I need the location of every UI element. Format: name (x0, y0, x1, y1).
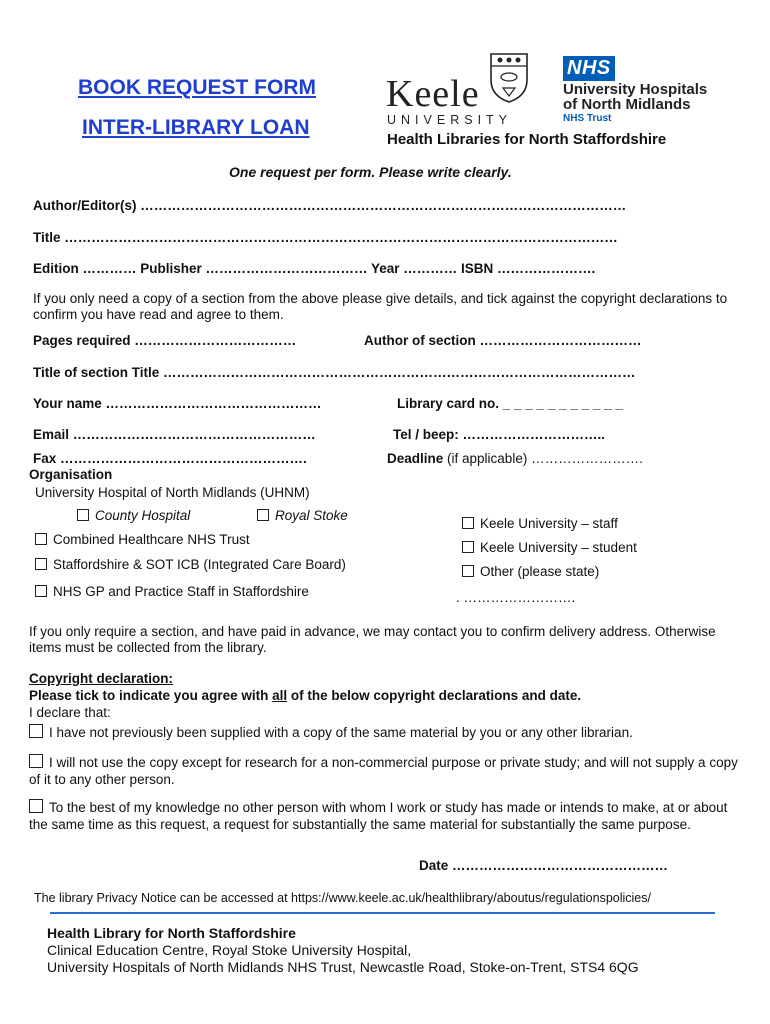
health-libraries-subtitle: Health Libraries for North Staffordshire (387, 131, 667, 148)
tel-field[interactable]: Tel / beep: ………………………….. (393, 427, 606, 442)
nhs-logo: NHS (563, 56, 615, 81)
keele-student-label: Keele University – student (480, 540, 637, 555)
gp-option[interactable] (35, 584, 309, 599)
nhs-trust-label: NHS Trust (563, 113, 612, 124)
declaration-1-text: I have not previously been supplied with a copy of the same material by you or any other librarian. (49, 725, 633, 740)
email-field[interactable]: Email ……………………………………………… (33, 427, 316, 442)
author-of-section-field[interactable]: Author of section ……………………………… (364, 333, 642, 348)
checkbox-icon[interactable] (35, 585, 47, 597)
copyright-instruction-pre: Please tick to indicate you agree with (29, 688, 273, 703)
checkbox-icon[interactable] (29, 754, 43, 768)
keele-student-option[interactable] (462, 540, 637, 555)
declare-label: I declare that: (29, 705, 111, 720)
copyright-heading: Copyright declaration: (29, 671, 174, 686)
instruction-text: One request per form. Please write clearly. (229, 164, 512, 180)
organisation-heading: Organisation (29, 467, 113, 482)
copyright-instruction-post: of the below copyright declarations and date. (287, 688, 582, 703)
other-option[interactable] (462, 564, 599, 579)
declaration-2[interactable] (29, 754, 739, 788)
keele-logo: Keele (386, 73, 480, 115)
checkbox-icon[interactable] (77, 509, 89, 521)
footer-address-line2: University Hospitals of North Midlands NHS Trust, Newcastle Road, Stoke-on-Trent, STS4 6QG (47, 959, 639, 975)
deadline-suffix: (if applicable) ……………………. (443, 451, 643, 466)
checkbox-icon[interactable] (29, 724, 43, 738)
other-label: Other (please state) (480, 564, 600, 579)
delivery-note: If you only require a section, and have paid in advance, we may contact you to confirm delivery address. Otherwise items must be collected from the library. (29, 624, 716, 655)
keele-staff-option[interactable] (462, 516, 618, 531)
checkbox-icon[interactable] (462, 565, 474, 577)
divider-line (50, 912, 715, 914)
fax-field[interactable]: Fax ………………………………………………. (33, 451, 307, 466)
deadline-field[interactable] (387, 451, 643, 466)
shield-crest-icon (487, 50, 531, 104)
keele-crest (487, 50, 531, 109)
other-state-field[interactable]: . ……………………. (456, 590, 576, 605)
author-field[interactable]: Author/Editor(s) ……………………………………………………………………………………………… (33, 198, 627, 213)
checkbox-icon[interactable] (462, 541, 474, 553)
your-name-field[interactable]: Your name ………………………………………… (33, 396, 322, 411)
title-field[interactable]: Title …………………………………………………………………………………………………………… (33, 230, 618, 245)
combined-healthcare-option[interactable] (35, 532, 250, 547)
footer-address-line1: Clinical Education Centre, Royal Stoke University Hospital, (47, 942, 412, 958)
county-hospital-label: County Hospital (95, 508, 191, 523)
edition-publisher-year-isbn-field[interactable]: Edition ………… Publisher ……………………………… Year ………… ISBN …………………. (33, 261, 596, 276)
copyright-instruction-all: all (272, 688, 288, 703)
checkbox-icon[interactable] (35, 558, 47, 570)
uhnm-label: University Hospital of North Midlands (UHNM) (35, 485, 310, 500)
keele-staff-label: Keele University – staff (480, 516, 618, 531)
declaration-1[interactable] (29, 724, 739, 741)
royal-stoke-option[interactable] (257, 508, 348, 523)
county-hospital-option[interactable] (77, 508, 190, 523)
royal-stoke-label: Royal Stoke (275, 508, 348, 523)
section-note: If you only need a copy of a section from the above please give details, and tick against the copyright declarations to confirm you have read and agree to them. (33, 291, 728, 322)
privacy-notice: The library Privacy Notice can be accessed at https://www.keele.ac.uk/healthlibrary/aboutus/regulationspolicies/ (34, 891, 651, 905)
keele-university-text: UNIVERSITY (387, 113, 513, 127)
icb-label: Staffordshire & SOT ICB (Integrated Care Board) (53, 557, 346, 572)
declaration-3[interactable] (29, 799, 729, 833)
combined-healthcare-label: Combined Healthcare NHS Trust (53, 532, 250, 547)
declaration-2-text: I will not use the copy except for research for a non-commercial purpose or private study; and will not supply a copy of it to any other person. (29, 755, 738, 787)
deadline-label: Deadline (387, 451, 444, 466)
checkbox-icon[interactable] (35, 533, 47, 545)
declaration-3-text: To the best of my knowledge no other person with whom I work or study has made or intends to make, at or about the same time as this request, a request for substantially the same material for substantially the same purpose. (29, 800, 728, 832)
checkbox-icon[interactable] (462, 517, 474, 529)
uhnm-logo-line1: University Hospitals (563, 81, 708, 98)
library-card-field[interactable]: Library card no. _ _ _ _ _ _ _ _ _ _ _ (397, 396, 623, 411)
gp-label: NHS GP and Practice Staff in Staffordshire (53, 584, 309, 599)
form-subtitle: INTER-LIBRARY LOAN (82, 116, 310, 139)
checkbox-icon[interactable] (29, 799, 43, 813)
checkbox-icon[interactable] (257, 509, 269, 521)
copyright-instruction (29, 688, 581, 703)
section-title-field[interactable]: Title of section Title …………………………………………………………………………………………… (33, 365, 636, 380)
date-field[interactable]: Date ………………………………………… (419, 858, 669, 873)
footer-library-name: Health Library for North Staffordshire (47, 925, 296, 941)
icb-option[interactable] (35, 557, 346, 572)
uhnm-logo-line2: of North Midlands (563, 96, 691, 113)
pages-required-field[interactable]: Pages required ……………………………… (33, 333, 297, 348)
form-title: BOOK REQUEST FORM (78, 76, 317, 99)
